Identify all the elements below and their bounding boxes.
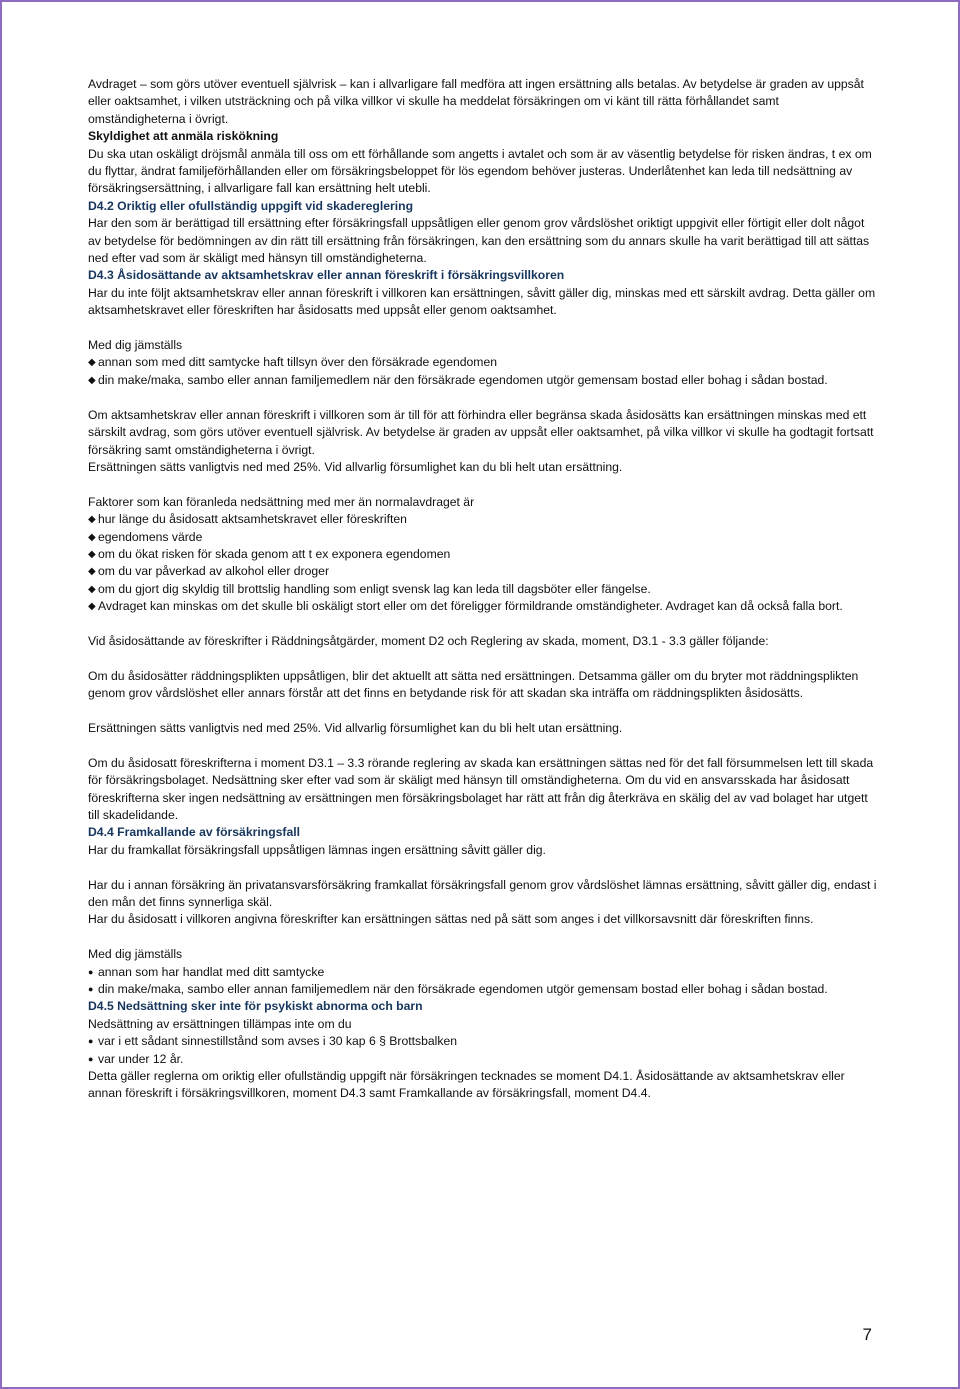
riskokning-paragraph: Du ska utan oskäligt dröjsmål anmäla till oss om ett förhållande som angetts i avtalet och som är av väsentlig betydelse för risken ändras, t ex om du flyttar, ändrat familjeförhållanden eller om försäkringsbeloppet för lös egendom behöver justeras. Underlåtenhet kan leda till nedsättning av försäkringsersättning, i allvarligare fall kan ersättning helt utebli. [88, 146, 872, 196]
d44-paragraph: Har du framkallat försäkringsfall uppsåtligen lämnas ingen ersättning såvitt gäller dig. [88, 842, 546, 857]
list-item: ◆ Avdraget kan minskas om det skulle bli oskäligt stort eller om det föreligger förmildrande omständigheter. Avdraget kan då också falla bort. [88, 598, 878, 615]
list-item: ◆ om du gjort dig skyldig till brottslig handling som enligt svensk lag kan leda till dagsböter eller fängelse. [88, 581, 878, 598]
d43-25b-paragraph: Ersättningen sätts vanligtvis ned med 25%. Vid allvarlig försumlighet kan du bli helt utan ersättning. [88, 720, 623, 735]
d44-heading: D4.4 Framkallande av försäkringsfall [88, 825, 301, 840]
d43-faktorer-list [88, 511, 878, 615]
d43-heading: D4.3 Åsidosättande av aktsamhetskrav eller annan föreskrift i försäkringsvillkoren [88, 268, 565, 283]
diamond-bullet-icon: ◆ [88, 514, 96, 526]
page-content [88, 76, 878, 1103]
d43-raddningsplikt-paragraph: Om du åsidosätter räddningsplikten uppsåtligen, blir det aktuellt att sätta ned ersättningen. Detsamma gäller om du bryter mot räddningsplikten genom grov vårdslöshet eller annars förstår att det finns en betydande risk för att skadan ska inträffa om räddningsplikten åsidosätts. [88, 668, 859, 701]
list-item: ◆ din make/maka, sambo eller annan familjemedlem när den försäkrade egendomen utgör gemensam bostad eller bohag i sådan bostad. [88, 372, 878, 389]
d43-25-paragraph: Ersättningen sätts vanligtvis ned med 25%. Vid allvarlig försumlighet kan du bli helt utan ersättning. [88, 459, 623, 474]
round-bullet-icon: ● [88, 1036, 94, 1047]
page-number: 7 [862, 1325, 872, 1344]
list-item: ● var i ett sådant sinnestillstånd som avses i 30 kap 6 § Brottsbalken [88, 1033, 878, 1050]
d42-heading: D4.2 Oriktig eller ofullständig uppgift vid skadereglering [88, 198, 414, 213]
diamond-bullet-icon: ◆ [88, 566, 96, 578]
d43-jamstalls-list [88, 354, 878, 389]
list-item: ◆ hur länge du åsidosatt aktsamhetskravet eller föreskriften [88, 511, 878, 528]
diamond-bullet-icon: ◆ [88, 548, 96, 560]
list-item: ● var under 12 år. [88, 1051, 878, 1068]
d43-raddning-paragraph: Vid åsidosättande av föreskrifter i Räddningsåtgärder, moment D2 och Reglering av skada, moment, D3.1 - 3.3 gäller följande: [88, 633, 769, 648]
diamond-bullet-icon: ◆ [88, 583, 96, 595]
round-bullet-icon: ● [88, 983, 94, 994]
d44-priv-paragraph: Har du i annan försäkring än privatansvarsförsäkring framkallat försäkringsfall genom grov vårdslöshet lämnas ersättning, såvitt gäller dig, endast i den mån det finns synnerliga skäl. [88, 877, 877, 909]
diamond-bullet-icon: ◆ [88, 531, 96, 543]
d45-heading: D4.5 Nedsättning sker inte för psykiskt abnorma och barn [88, 999, 423, 1014]
list-item: ◆ annan som med ditt samtycke haft tillsyn över den försäkrade egendomen [88, 354, 878, 371]
intro-paragraph: Avdraget – som görs utöver eventuell självrisk – kan i allvarligare fall medföra att ingen ersättning alls betalas. Av betydelse är graden av uppsåt eller oaktsamhet, i vilken utsträckning och på vilka villkor vi skulle ha meddelat försäkringen om vi känt till rätta förhållandet samt omständigheterna i övrigt. [88, 77, 864, 126]
riskokning-heading: Skyldighet att anmäla riskökning [88, 129, 279, 144]
list-item: ● annan som har handlat med ditt samtycke [88, 964, 878, 981]
diamond-bullet-icon: ◆ [88, 357, 96, 369]
d44-asido-paragraph: Har du åsidosatt i villkoren angivna föreskrifter kan ersättningen sättas ned på sätt som anges i det villkorsavsnitt där föreskriften finns. [88, 912, 814, 927]
diamond-bullet-icon: ◆ [88, 374, 96, 386]
d43-paragraph: Har du inte följt aktsamhetskrav eller annan föreskrift i villkoren kan ersättningen, såvitt gäller dig, minskas med ett särskilt avdrag. Detta gäller om aktsamhetskravet eller föreskriften har åsidosatts med uppsåt eller genom oaktsamhet. [88, 285, 876, 318]
diamond-bullet-icon: ◆ [88, 601, 96, 613]
d45-list [88, 1033, 878, 1068]
d44-med-dig-label: Med dig jämställs [88, 947, 183, 962]
list-item: ● din make/maka, sambo eller annan familjemedlem när den försäkrade egendomen utgör gemensam bostad eller bohag i sådan bostad. [88, 981, 878, 998]
round-bullet-icon: ● [88, 1053, 94, 1064]
list-item: ◆ om du ökat risken för skada genom att t ex exponera egendomen [88, 546, 878, 563]
list-item: ◆ om du var påverkad av alkohol eller droger [88, 563, 878, 580]
d42-paragraph: Har den som är berättigad till ersättning efter försäkringsfall uppsåtligen eller genom grov vårdslöshet oriktigt uppgivit eller förtigit eller dolt något av betydelse för bedömningen av din rätt till ersättning från försäkringen, kan den ersättning som du annars skulle ha varit berättigad till att sättas ned efter vad som är skäligt med hänsyn till omständigheterna. [88, 216, 870, 266]
d45-intro: Nedsättning av ersättningen tillämpas inte om du [88, 1016, 352, 1031]
list-item: ◆ egendomens värde [88, 529, 878, 546]
d43-med-dig-label: Med dig jämställs [88, 338, 183, 353]
d45-outro: Detta gäller reglerna om oriktig eller ofullständig uppgift när försäkringen tecknades se moment D4.1. Åsidosättande av aktsamhetskrav eller annan föreskrift i försäkringsvillkoren, moment D4.3 samt Framkallande av försäkringsfall, moment D4.4. [88, 1069, 845, 1101]
round-bullet-icon: ● [88, 966, 94, 977]
d44-jamstalls-list [88, 964, 878, 999]
d43-d31-paragraph: Om du åsidosatt föreskrifterna i moment D3.1 – 3.3 rörande reglering av skada kan ersättningen sättas ned för det fall försummelsen lett till skada för försäkringsbolaget. Nedsättning sker efter vad som är skäligt med hänsyn till omständigheterna. Om du vid en ansvarsskada har åsidosatt föreskrifterna sker ingen nedsättning av ersättningen men försäkringsbolaget har rätt att från dig återkräva en skälig del av vad bolaget har utgett till skadelidande. [88, 755, 874, 822]
d43-faktorer-intro: Faktorer som kan föranleda nedsättning med mer än normalavdraget är [88, 494, 475, 509]
d43-avdrag-paragraph: Om aktsamhetskrav eller annan föreskrift i villkoren som är till för att förhindra eller begränsa skada åsidosätts kan ersättningen minskas med ett särskilt avdrag, som görs utöver eventuell självrisk. Av betydelse är graden av uppsåt eller oaktsamhet, på vilka villkor vi skulle ha godtagit fortsatt försäkring samt omständigheterna i övrigt. [88, 407, 874, 457]
